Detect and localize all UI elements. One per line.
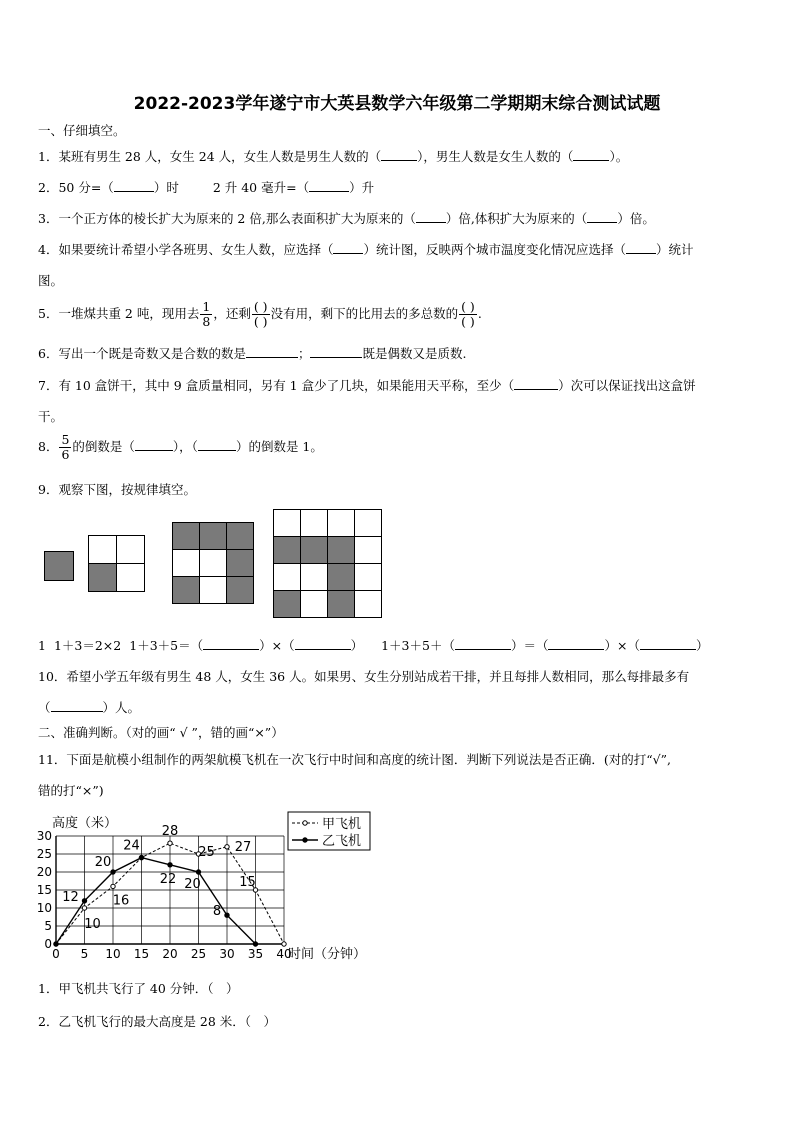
blank[interactable]: [198, 450, 236, 451]
blank[interactable]: [310, 357, 362, 358]
data-point: [168, 863, 172, 867]
data-label: 25: [198, 845, 215, 860]
data-point: [282, 942, 286, 946]
data-point: [225, 913, 229, 917]
blank[interactable]: [626, 253, 656, 254]
fraction: $\frac{5}{6}$: [61, 432, 70, 462]
blank[interactable]: [135, 450, 173, 451]
data-label: 28: [161, 824, 179, 840]
y-tick-label: 0: [44, 937, 52, 951]
question-9-equations: 1 1＋3＝2×2 1＋3＋5＝（ ）×（ ） 1＋3＋5＋（ ）＝（ ）×（ ）: [38, 638, 709, 653]
data-point: [139, 855, 143, 859]
question-3: 3．一个正方体的棱长扩大为原来的 2 倍,那么表面积扩大为原来的（ ）倍,体积扩大为原来的（ ）倍。: [38, 211, 655, 226]
y-axis-label: 高度（米）: [52, 816, 118, 831]
y-tick-label: 5: [44, 919, 52, 933]
data-point: [225, 845, 229, 849]
blank[interactable]: [203, 649, 259, 650]
section-heading-fill: 一、仔细填空。: [38, 123, 126, 138]
question-7-cont: 干。: [38, 409, 64, 424]
section-heading-judge: 二、准确判断。（对的画“ √ ”，错的画“×”）: [38, 725, 284, 740]
data-point: [196, 870, 200, 874]
data-point: [54, 942, 58, 946]
blank[interactable]: [514, 389, 558, 390]
fraction: $\frac{1}{8}$: [202, 299, 211, 329]
question-7: 7．有 10 盒饼干，其中 9 盒质量相同，另有 1 盒少了几块，如果能用天平称，至少（ ）次可以保证找出这盒饼: [38, 378, 696, 393]
x-tick-label: 5: [80, 947, 89, 961]
question-11-cont: 错的打“×”): [38, 783, 104, 798]
blank[interactable]: [381, 160, 417, 161]
data-point: [253, 942, 257, 946]
question-8: 8． $\frac{5}{6}$ 的倒数是（ ），（ ）的倒数是 1。: [38, 432, 323, 462]
data-point: [111, 870, 115, 874]
question-6: 6．写出一个既是奇数又是合数的数是 ； 既是偶数又是质数.: [38, 346, 467, 361]
y-tick-label: 10: [36, 901, 52, 915]
legend-label: 甲飞机: [322, 817, 362, 832]
legend-marker: [303, 821, 307, 825]
data-label: 24: [123, 838, 140, 854]
x-tick-label: 15: [133, 947, 150, 961]
data-label: 27: [234, 839, 252, 855]
question-10: 10．希望小学五年级有男生 48 人，女生 36 人。如果男、女生分别站成若干排，并且每排人数相同，那么每排最多有: [38, 669, 690, 684]
legend-label: 乙飞机: [322, 834, 362, 849]
blank[interactable]: [573, 160, 609, 161]
blank[interactable]: [295, 649, 351, 650]
data-label: 10: [84, 917, 101, 932]
pattern-grid-4: [273, 509, 382, 618]
x-tick-label: 0: [52, 947, 60, 961]
question-5: 5．一堆煤共重 2 吨，现用去 $\frac{1}{8}$ ，还剩 $\frac{( )}{( )}$ 没有用，剩下的比用去的多总数的 $\frac{( )}{( )}$ .: [38, 299, 482, 329]
blank[interactable]: [587, 222, 617, 223]
blank[interactable]: [246, 357, 298, 358]
judge-item-1: 1．甲飞机共飞行了 40 分钟．（ ）: [38, 981, 239, 996]
y-tick-label: 25: [36, 847, 52, 861]
y-tick-label: 30: [36, 829, 52, 843]
x-axis-label: 时间（分钟）: [288, 947, 367, 962]
question-4: 4．如果要统计希望小学各班男、女生人数，应选择（ ）统计图，反映两个城市温度变化情况应选择（ ）统计: [38, 242, 694, 257]
page-title: 2022-2023学年遂宁市大英县数学六年级第二学期期末综合测试试题: [133, 94, 661, 114]
pattern-grid-3: [172, 522, 254, 604]
data-point: [111, 884, 115, 888]
data-label: 20: [184, 877, 201, 892]
fraction-blank[interactable]: $\frac{( )}{( )}$: [461, 299, 475, 329]
data-point: [82, 906, 86, 910]
x-tick-label: 20: [162, 947, 178, 961]
data-label: 15: [239, 875, 256, 890]
question-4-cont: 图。: [38, 273, 64, 288]
question-9: 9．观察下图，按规律填空。: [38, 482, 196, 497]
blank[interactable]: [455, 649, 511, 650]
blank[interactable]: [114, 191, 154, 192]
blank[interactable]: [51, 711, 103, 712]
x-tick-label: 40: [276, 947, 292, 961]
data-point: [168, 841, 172, 845]
x-tick-label: 30: [219, 947, 235, 961]
blank[interactable]: [333, 253, 363, 254]
fraction-blank[interactable]: $\frac{( )}{( )}$: [253, 299, 268, 329]
data-point: [82, 899, 86, 903]
question-10-cont: （ ）人。: [38, 700, 141, 715]
data-label: 8: [212, 904, 222, 920]
blank[interactable]: [416, 222, 446, 223]
question-2: 2．50 分=（ ）时 2 升 40 毫升=（ ）升: [38, 180, 375, 195]
x-tick-label: 35: [247, 947, 264, 961]
legend-marker: [303, 838, 307, 842]
flight-height-chart: [30, 808, 390, 968]
question-11: 11．下面是航模小组制作的两架航模飞机在一次飞行中时间和高度的统计图．判断下列说法是否正确．(对的打“√”,: [38, 752, 672, 767]
x-tick-label: 10: [105, 947, 121, 961]
x-tick-label: 25: [190, 947, 207, 961]
pattern-square-1: [44, 551, 74, 581]
data-label: 12: [62, 889, 79, 905]
data-label: 22: [159, 871, 177, 887]
pattern-grid-2: [88, 535, 145, 592]
judge-item-2: 2．乙飞机飞行的最大高度是 28 米．（ ）: [38, 1014, 277, 1029]
data-label: 20: [94, 855, 112, 870]
blank[interactable]: [309, 191, 349, 192]
blank[interactable]: [640, 649, 696, 650]
data-label: 16: [112, 893, 130, 909]
y-tick-label: 15: [36, 883, 52, 897]
question-1: 1．某班有男生 28 人，女生 24 人，女生人数是男生人数的（ ），男生人数是女生人数的（ ）。: [38, 149, 629, 164]
y-tick-label: 20: [36, 865, 52, 879]
blank[interactable]: [548, 649, 604, 650]
